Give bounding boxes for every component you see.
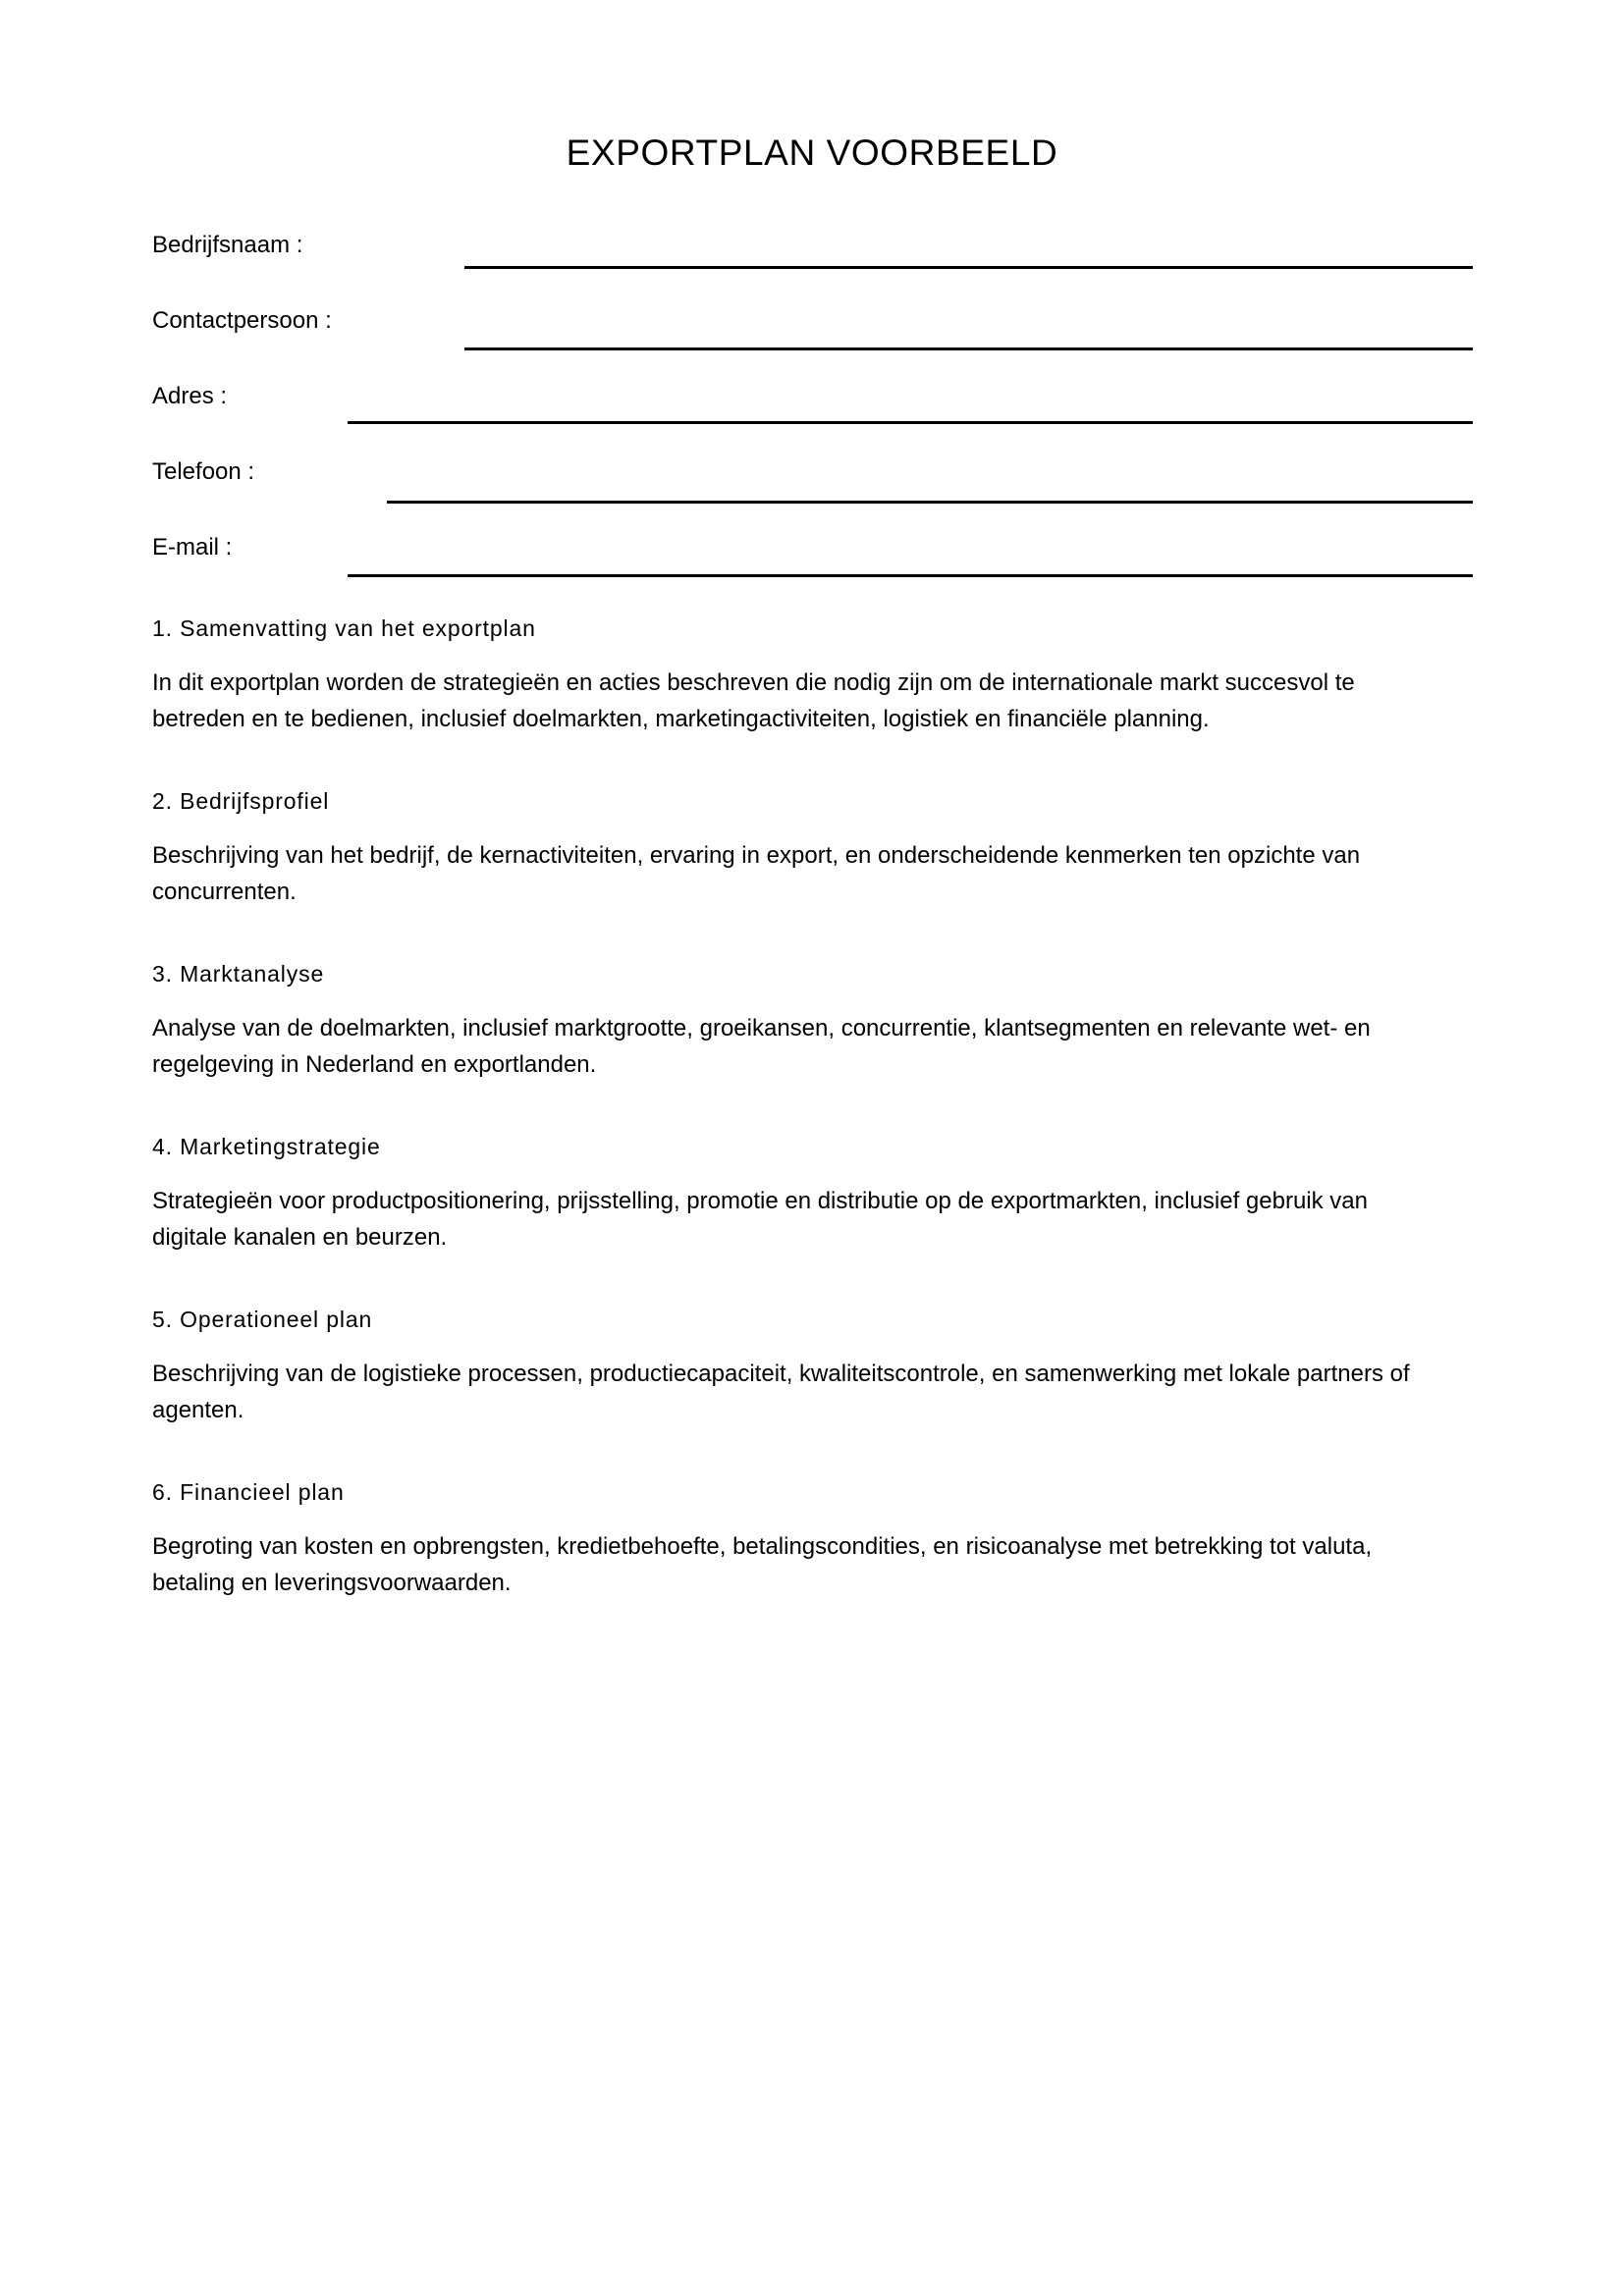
section-body: In dit exportplan worden de strategieën en acties beschreven die nodig zijn om de internationale markt succesvol te betreden en te bedienen, inclusief doelmarkten, marketingactiviteiten, logistiek en financiële planning. [152,669,1355,732]
section-samenvatting [152,614,1434,737]
section-heading: 2. Bedrijfsprofiel [152,788,330,814]
section-heading: 3. Marktanalyse [152,961,325,987]
section-financieel-plan [152,1477,1434,1601]
section-heading: 4. Marketingstrategie [152,1134,381,1159]
section-body: Strategieën voor productpositionering, prijsstelling, promotie en distributie op de exportmarkten, inclusief gebruik van digitale kanalen en beurzen. [152,1188,1369,1251]
form-label-contactpersoon: Contactpersoon : [152,307,332,334]
section-body: Analyse van de doelmarkten, inclusief marktgrootte, groeikansen, concurrentie, klantsegmenten en relevante wet- en regelgeving in Nederland en exportlanden. [152,1015,1371,1078]
section-bedrijfsprofiel [152,786,1434,910]
form-input-contactpersoon[interactable] [464,347,1473,350]
form-row-adres [152,382,1473,457]
form-label-email: E-mail : [152,534,233,561]
form-input-telefoon[interactable] [387,501,1473,504]
form-input-email[interactable] [348,574,1473,577]
contact-form [152,231,1473,609]
form-row-bedrijfsnaam [152,231,1473,306]
form-row-contactpersoon [152,306,1473,382]
section-marktanalyse [152,959,1434,1083]
form-label-telefoon: Telefoon : [152,458,255,485]
section-body: Beschrijving van de logistieke processen, productiecapaciteit, kwaliteitscontrole, en samenwerking met lokale partners of agenten. [152,1361,1410,1423]
section-heading: 5. Operationeel plan [152,1307,373,1332]
form-row-telefoon [152,457,1473,533]
section-operationeel-plan [152,1305,1434,1428]
form-row-email [152,533,1473,609]
plan-sections [152,614,1434,1601]
form-label-adres: Adres : [152,383,228,409]
form-input-bedrijfsnaam[interactable] [464,266,1473,269]
form-input-adres[interactable] [348,421,1473,424]
form-label-bedrijfsnaam: Bedrijfsnaam : [152,232,303,258]
section-body: Beschrijving van het bedrijf, de kernactiviteiten, ervaring in export, en onderscheidende kenmerken ten opzichte van concurrenten. [152,842,1361,905]
section-marketingstrategie [152,1132,1434,1255]
section-body: Begroting van kosten en opbrengsten, kredietbehoefte, betalingscondities, en risicoanalyse met betrekking tot valuta, betaling en leveringsvoorwaarden. [152,1533,1373,1596]
section-heading: 6. Financieel plan [152,1479,345,1505]
page-title: EXPORTPLAN VOORBEELD [566,132,1058,173]
section-heading: 1. Samenvatting van het exportplan [152,615,536,641]
